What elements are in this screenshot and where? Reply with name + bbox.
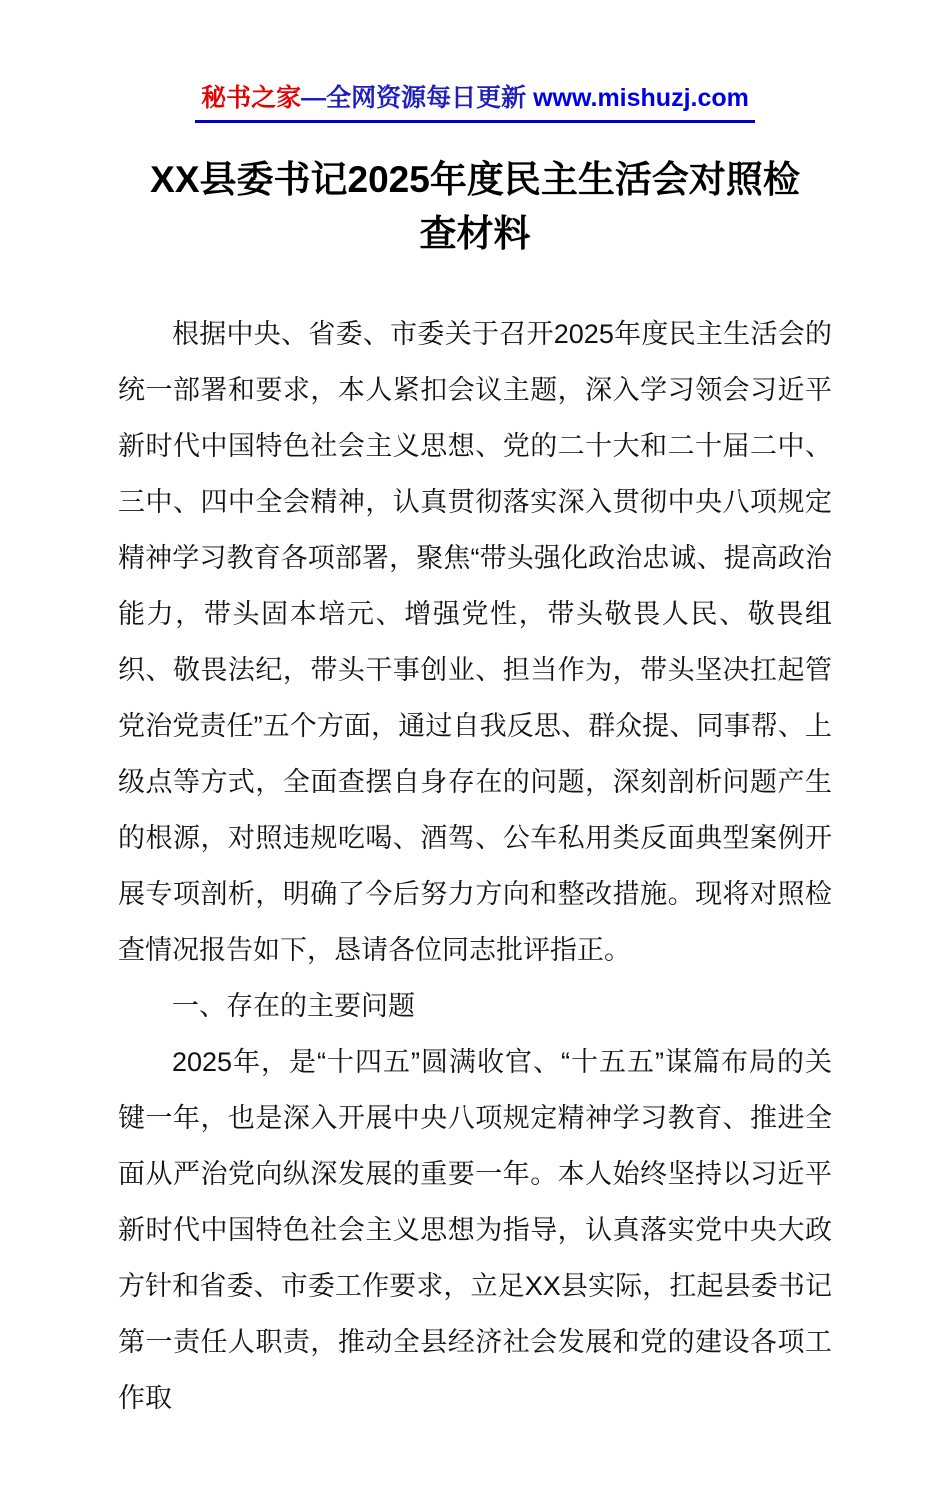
- site-url-link[interactable]: www.mishuzj.com: [533, 84, 749, 112]
- section-heading-1: 一、存在的主要问题: [172, 991, 415, 1022]
- document-body: [118, 306, 832, 1426]
- site-tagline: —全网资源每日更新: [301, 84, 534, 112]
- body-paragraph-1: 根据中央、省委、市委关于召开2025年度民主生活会的统一部署和要求，本人紧扣会议主题，深入学习领会习近平新时代中国特色社会主义思想、党的二十大和二十届二中、三中、四中全会精神，认真贯彻落实深入贯彻中央八项规定精神学习教育各项部署，聚焦“带头强化政治忠诚、提高政治能力，带头固本培元、增强党性，带头敬畏人民、敬畏组织、敬畏法纪，带头干事创业、担当作为，带头坚决扛起管党治党责任”五个方面，通过自我反思、群众提、同事帮、上级点等方式，全面查摆自身存在的问题，深刻剖析问题产生的根源，对照违规吃喝、酒驾、公车私用类反面典型案例开展专项剖析，明确了今后努力方向和整改措施。现将对照检查情况报告如下，恳请各位同志批评指正。: [118, 319, 832, 966]
- body-paragraph-2: 2025年，是“十四五”圆满收官、“十五五”谋篇布局的关键一年，也是深入开展中央八项规定精神学习教育、推进全面从严治党向纵深发展的重要一年。本人始终坚持以习近平新时代中国特色社会主义思想为指导，认真落实党中央大政方针和省委、市委工作要求，立足XX县实际，扛起县委书记第一责任人职责，推动全县经济社会发展和党的建设各项工作取: [118, 1047, 832, 1414]
- site-header-banner: [195, 78, 755, 123]
- document-title: XX县委书记2025年度民主生活会对照检查材料: [150, 159, 800, 254]
- site-header: [118, 78, 832, 123]
- site-brand: 秘书之家: [201, 84, 302, 112]
